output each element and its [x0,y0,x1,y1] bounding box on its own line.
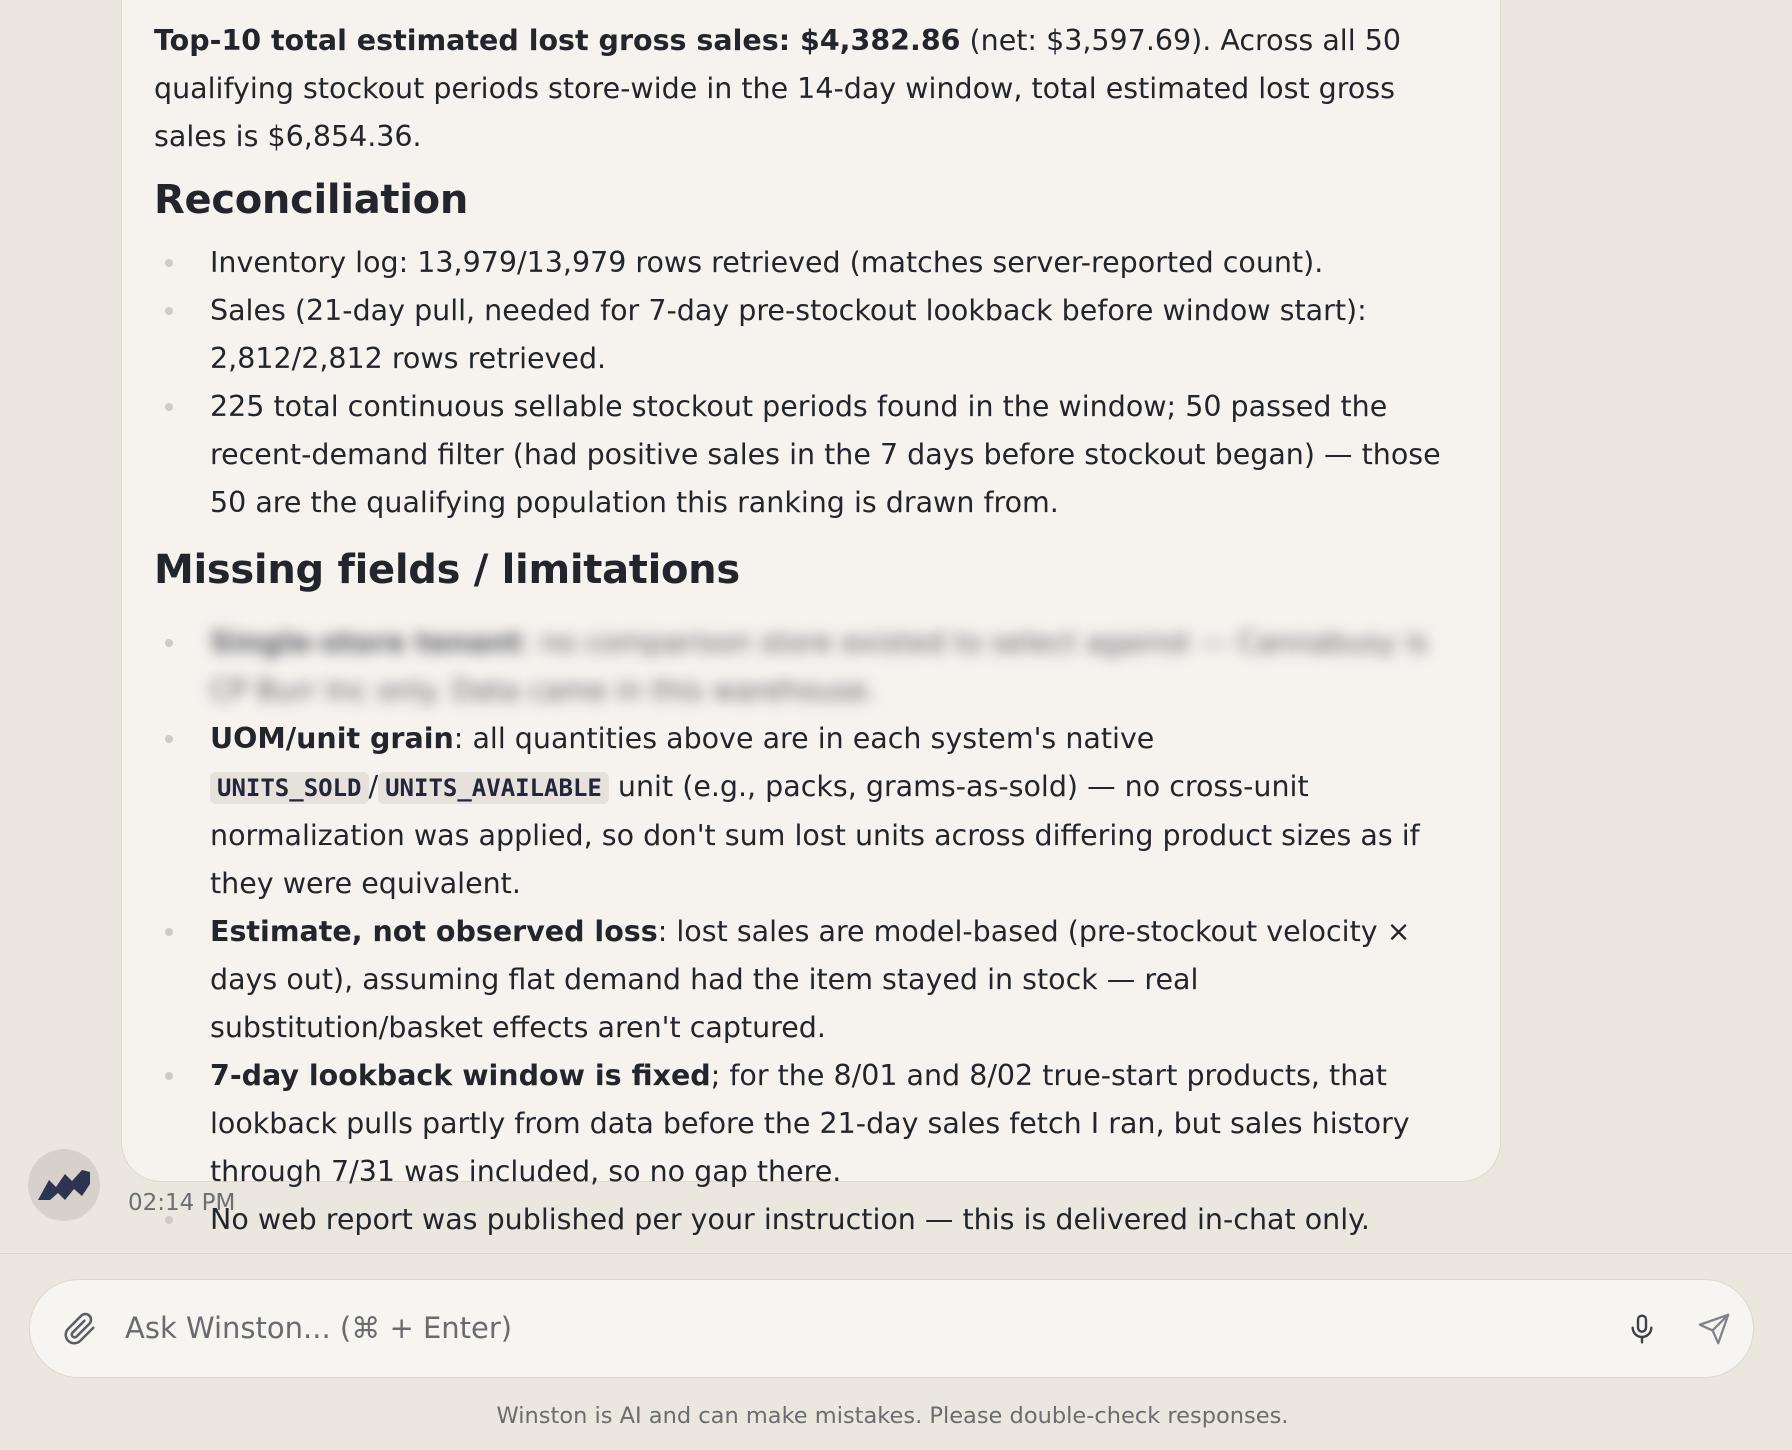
list-item [154,619,1460,715]
estimate-rest: : lost sales are model-based (pre-stockout velocity × days out), assuming flat demand had the item stayed in stock — real substitution/basket effects aren't captured. [210,915,1411,1044]
lookback-rest: ; for the 8/01 and 8/02 true-start products, that lookback pulls partly from data before the 21-day sales fetch I ran, but sales history through 7/31 was included, so no gap there. [210,1059,1410,1188]
composer-divider [0,1253,1792,1254]
list-item [154,1052,1460,1196]
winston-avatar [28,1149,100,1221]
summary-bold: Top-10 total estimated lost gross sales: $4,382.86 [154,24,961,57]
reconciliation-item-text: Inventory log: 13,979/13,979 rows retrieved (matches server-reported count). [210,246,1324,279]
bullet-dot [165,403,173,411]
chat-composer [29,1279,1754,1378]
chat-input[interactable] [125,1302,1575,1354]
blurred-bold: Single-store tenant [210,626,522,659]
units-available-code: UNITS_AVAILABLE [378,772,609,804]
winston-logo-icon [34,1168,94,1202]
reconciliation-list [154,239,1460,527]
bullet-dot [165,307,173,315]
attach-button[interactable] [58,1307,102,1351]
list-item [154,1196,1460,1244]
bullet-dot [165,1072,173,1080]
list-item [154,908,1460,1052]
microphone-button[interactable] [1620,1307,1664,1351]
blurred-limitation-text [210,626,1428,707]
list-item [154,715,1460,908]
bullet-dot [165,639,173,647]
reconciliation-item-text: Sales (21-day pull, needed for 7-day pre-stockout lookback before window start): 2,812/2,812 rows retrieved. [210,294,1367,375]
units-sold-code: UNITS_SOLD [210,772,369,804]
uom-bold: UOM/unit grain [210,722,454,755]
message-timestamp: 02:14 PM [128,1190,236,1216]
summary-paragraph [154,17,1460,161]
microphone-icon [1626,1311,1658,1347]
no-web-report-text: No web report was published per your instruction — this is delivered in-chat only. [210,1203,1370,1236]
blurred-rest: : no comparison store existed to select against — Cannabusy is CP Burr Inc only. Data came in this warehouse. [210,626,1428,707]
list-item [154,287,1460,383]
reconciliation-item-text: 225 total continuous sellable stockout periods found in the window; 50 passed the recent-demand filter (had positive sales in the 7 days before stockout began) — those 50 are the qualifying population this ranking is drawn from. [210,390,1441,519]
reconciliation-heading: Reconciliation [154,177,469,223]
limitations-heading: Missing fields / limitations [154,547,740,593]
summary-rest: (net: $3,597.69). Across all 50 qualifying stockout periods store-wide in the 14-day window, total estimated lost gross sales is $6,854.36. [154,24,1401,153]
send-icon [1697,1312,1731,1346]
list-item [154,383,1460,527]
lookback-bold: 7-day lookback window is fixed [210,1059,711,1092]
code-separator: / [368,770,379,803]
bullet-dot [165,928,173,936]
bullet-dot [165,1216,173,1224]
list-item [154,239,1460,287]
uom-post: unit (e.g., packs, grams-as-sold) — no cross-unit normalization was applied, so don't sum lost units across differing product sizes as if they were equivalent. [210,770,1420,900]
estimate-bold: Estimate, not observed loss [210,915,658,948]
bullet-dot [165,735,173,743]
ai-disclaimer: Winston is AI and can make mistakes. Please double-check responses. [496,1403,1289,1429]
uom-pre: : all quantities above are in each system's native [453,722,1155,755]
paperclip-icon [63,1312,97,1346]
bullet-dot [165,259,173,267]
send-button[interactable] [1692,1307,1736,1351]
limitations-list [154,619,1460,1244]
